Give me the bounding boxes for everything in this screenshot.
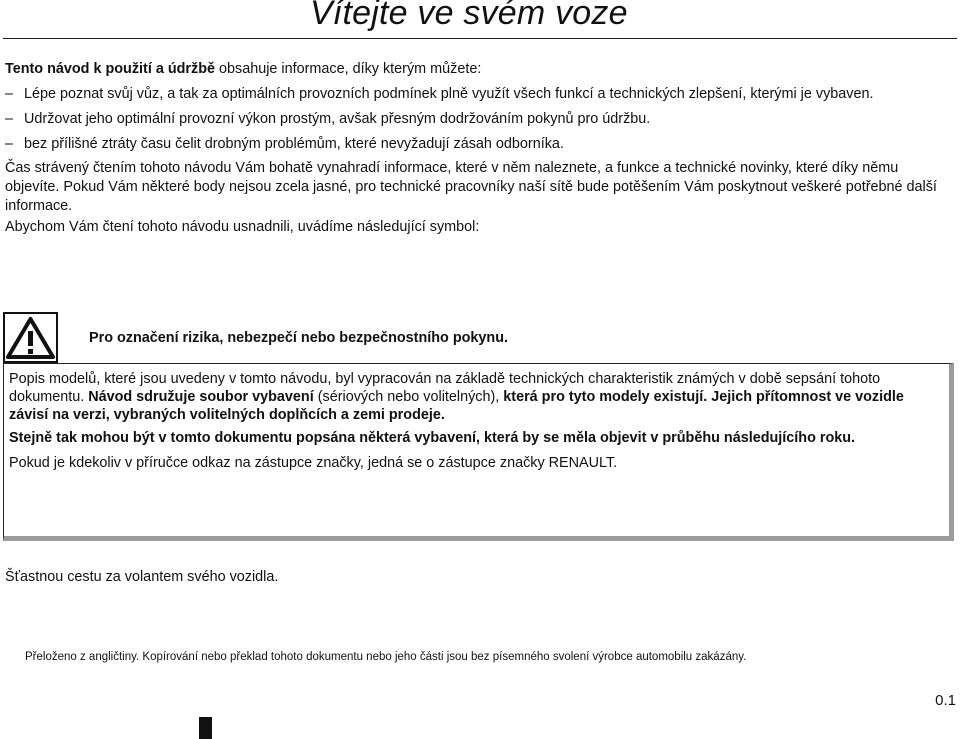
warning-triangle-icon: [3, 312, 58, 363]
footnote: Přeloženo z angličtiny. Kopírování nebo překlad tohoto dokumentu nebo jeho části jsou bez písemného svolení výrobce automobilu zakázány.: [25, 651, 747, 663]
bullet-text: Lépe poznat svůj vůz, a tak za optimálních provozních podmínek plně využít všech funkcí a technických zlepšení, kterými je vybaven.: [24, 86, 874, 102]
page-title: Vítejte ve svém voze: [310, 0, 628, 32]
symbol-intro: Abychom Vám čtení tohoto návodu usnadnili, uvádíme následující symbol:: [5, 219, 480, 235]
page-number: 0.1: [935, 692, 956, 709]
notice-text: Popis modelů, které jsou uvedeny v tomto návodu, byl vypracován na základě technických charakteristik známých v době sepsání tohoto dokumentu.: [9, 371, 881, 405]
intro-paragraph: Čas strávený čtením tohoto návodu Vám bohatě vynahradí informace, které v něm naleznete, a funkce a technické novinky, které díky němu objevíte. Pokud Vám některé body nejsou zcela jasné, pro technické pracovníky naší sítě bude potěšením Vám poskytnout veškeré potřebné další informace.: [5, 160, 937, 214]
notice-bold: která pro tyto modely existují. Jejich přítomnost ve vozidle závisí na verzi, vybraných volitelných doplňcích a zemi prodeje.: [9, 389, 904, 423]
bullet-text: Udržovat jeho optimální provozní výkon prostým, avšak přesným dodržováním pokynů pro údržbu.: [24, 111, 651, 127]
closing-text: Šťastnou cestu za volantem svého vozidla.: [5, 569, 279, 585]
notice-paragraph-3: Pokud je kdekoliv v příručce odkaz na zástupce značky, jedná se o zástupce značky RENAULT.: [9, 455, 618, 471]
page-tab-marker: [199, 717, 212, 739]
bullet-dash: –: [5, 111, 14, 127]
intro-lead-bold: Tento návod k použití a údržbě: [5, 61, 215, 77]
intro-lead-rest: obsahuje informace, díky kterým můžete:: [215, 61, 482, 77]
notice-paragraph-1: [9, 370, 941, 424]
notice-box: [3, 363, 954, 541]
notice-paragraph-2: Stejně tak mohou být v tomto dokumentu popsána některá vybavení, která by se měla objevit v průběhu následujícího roku.: [9, 430, 856, 446]
title-rule: [3, 38, 957, 39]
notice-text: (sériových nebo volitelných),: [313, 389, 504, 405]
bullet-dash: –: [5, 136, 14, 152]
notice-bold: Návod sdružuje soubor vybavení: [88, 389, 314, 405]
bullet-text: bez přílišné ztráty času čelit drobným problémům, které nevyžadují zásah odborníka.: [24, 136, 564, 152]
bullet-dash: –: [5, 86, 14, 102]
intro-lead: [5, 60, 954, 79]
warning-text: Pro označení rizika, nebezpečí nebo bezpečnostního pokynu.: [89, 330, 509, 346]
